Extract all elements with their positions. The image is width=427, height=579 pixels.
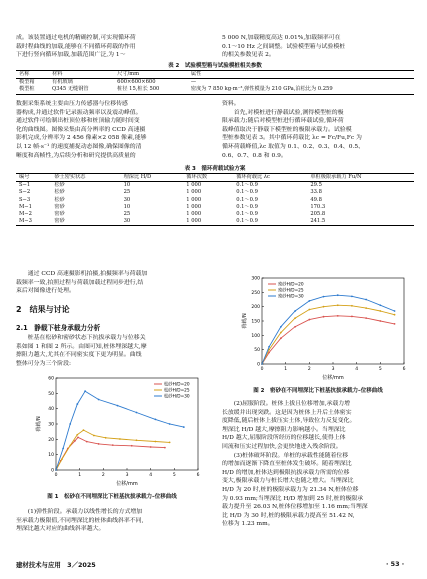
- data-point: [379, 304, 381, 306]
- y-tick-label: 100: [251, 333, 260, 339]
- table3-cell: 松砂: [54, 182, 65, 189]
- section-2-1-paragraph: [16, 334, 208, 368]
- text-line: H/D 的增加,桩体达到极限抗拔承载力所需的位移: [222, 469, 350, 476]
- table3-row: [16, 189, 414, 196]
- text-line: 桩基在松砂和密砂状态下抗拔承载力与位移关: [16, 335, 146, 341]
- data-point: [83, 429, 85, 431]
- data-point: [379, 320, 381, 322]
- table3-cell: S−3: [19, 196, 31, 203]
- table3-cell: M−2: [19, 211, 32, 218]
- text-line: 载频率一致,拍照过程与荷载加载过程同步进行,结: [16, 279, 144, 286]
- text-line: 擦阻力越大,尤其在不同密实度下更为明显。曲线: [16, 352, 142, 359]
- table3-cell: 1 000: [186, 182, 202, 189]
- left-after-table-paragraph: [16, 270, 208, 296]
- y-tick-label: 30: [48, 422, 54, 428]
- y-tick-label: 0: [51, 468, 54, 474]
- table3-cell: 0.1～0.9: [236, 189, 258, 196]
- data-point: [76, 434, 78, 436]
- table3-cell: 密砂: [54, 211, 65, 218]
- data-point: [280, 326, 282, 328]
- table3-cell: 1 000: [186, 203, 202, 210]
- data-point: [294, 326, 296, 328]
- data-point: [117, 405, 119, 407]
- data-point: [55, 469, 57, 471]
- data-point: [164, 447, 166, 449]
- x-tick-label: 2: [307, 367, 311, 372]
- table3-cell: 0.1～0.9: [236, 211, 258, 218]
- data-point: [155, 441, 157, 443]
- text-line: 为 0.93 mm;当埋深比 H/D 增加到 25 时,桩的极限承: [222, 495, 364, 502]
- data-point: [365, 299, 367, 301]
- text-line: 载时程曲线的加载,能够在不同循环荷载的作用: [16, 43, 136, 50]
- right-intro-paragraph: [222, 34, 414, 60]
- text-line: 资料。: [222, 101, 240, 107]
- text-line: 比 H/D 为 30 时,桩的极限承载力提高至 51.42 N,: [222, 512, 355, 519]
- data-point: [150, 446, 152, 448]
- text-line: 晰度和高帧性,为后续分析和研究提供高质量的: [16, 152, 136, 159]
- left-bottom-paragraph: [16, 508, 208, 534]
- journal-footer: 建材技术与应用 3／2025: [16, 561, 96, 569]
- data-point: [86, 441, 88, 443]
- table3-header: 埋深比 H/D: [123, 174, 152, 180]
- data-point: [323, 316, 325, 318]
- text-line: 首先,对模桩进行静载试验,测得模型桩的极: [222, 109, 344, 116]
- table3-cell: 25: [123, 211, 131, 218]
- series-line: [262, 295, 395, 364]
- data-point: [169, 423, 171, 425]
- table3-cell: 1 000: [186, 189, 202, 196]
- table3-cell: 10: [123, 203, 131, 210]
- page-number: · 53 ·: [386, 560, 405, 568]
- text-line: 束后对图像进行处理。: [16, 288, 75, 295]
- x-tick-label: 3: [125, 473, 129, 478]
- table3-row: [16, 204, 414, 211]
- right-mid-paragraph: [222, 100, 414, 160]
- table2-header: 尺寸/mm: [117, 71, 140, 77]
- table3-caption: 表 3 循环荷载试验方案: [184, 166, 246, 172]
- data-point: [351, 305, 353, 307]
- right-bottom-paragraph: [222, 400, 414, 529]
- series-line: [56, 430, 170, 470]
- data-point: [183, 426, 185, 428]
- text-line: 载力提升至 26.03 N,桩体位移增加至 1.16 mm;当埋深: [222, 504, 368, 511]
- text-line: 循环荷载峰值,λc 取值为 0.1、0.2、0.3、0.4、0.5、: [222, 143, 364, 150]
- table3-cell: M−1: [19, 203, 32, 210]
- y-tick-label: 10: [48, 453, 54, 459]
- table2-cell: 桩径 15,桩长 500: [117, 86, 160, 93]
- x-tick-label: 1: [78, 473, 82, 478]
- series-line: [262, 316, 395, 364]
- table3-row: [16, 182, 414, 190]
- text-line: 器构成,并通过软件记录振动频率以及震动峰值。: [16, 109, 142, 116]
- data-point: [136, 412, 138, 414]
- table2-caption: 表 2 试验模型箱与试验模桩相关参数: [168, 63, 262, 69]
- data-point: [351, 316, 353, 318]
- text-line: 埋深比越大对应的曲线斜率越大。: [16, 526, 105, 533]
- data-point: [323, 296, 325, 298]
- text-line: 通过 CCD 高速摄影机拍摄,拍摄频率与荷载加: [16, 271, 148, 277]
- data-point: [98, 399, 100, 401]
- data-point: [337, 304, 339, 306]
- y-tick-label: 50: [48, 391, 54, 397]
- y-tick-label: 200: [251, 305, 260, 311]
- data-point: [69, 423, 71, 425]
- table2-cell: 模型箱: [19, 79, 35, 86]
- data-point: [84, 390, 86, 392]
- legend-label: 密砂H/D=30: [278, 294, 304, 300]
- table2-cell: 600×600×600: [117, 79, 156, 86]
- data-point: [365, 317, 367, 319]
- text-line: 以 12 帧·s⁻¹ 的速度捕捉动态图像,确保图像的清: [16, 143, 142, 150]
- y-tick-label: 300: [251, 276, 260, 282]
- text-line: 的相关参数见表 2。: [222, 52, 275, 59]
- data-point: [74, 440, 76, 442]
- y-tick-label: 20: [48, 437, 54, 443]
- text-line: (3)桩体破坏阶段。单桩的承载性能随着位移: [222, 452, 349, 459]
- data-point: [261, 363, 263, 365]
- legend-label: 松砂H/D=20: [164, 382, 190, 388]
- text-line: 载峰值取决于静载下模型桩的极限承载力。试验模: [222, 126, 352, 133]
- table2-cell: 模型桩: [19, 86, 35, 93]
- text-line: 变大,极限承载力与桩长增大也随之增大。当埋深比: [222, 478, 354, 485]
- table3-header: 砂土密实状态: [54, 174, 86, 180]
- data-point: [119, 438, 121, 440]
- table3-cell: 30: [123, 218, 131, 225]
- figure-1-caption: 图 1 松砂在不同埋深比下桩基抗拔承载力–位移曲线: [47, 494, 177, 500]
- text-line: 长放缓并出现突跌。这是因为桩体上升后土体密实: [222, 409, 352, 416]
- text-line: 埋深比 H/D 越大,摩擦阻力影响越小。当埋深比: [222, 426, 346, 433]
- data-point: [280, 332, 282, 334]
- x-tick-label: 5: [378, 367, 382, 372]
- table3-cell: 33.8: [310, 189, 322, 196]
- table3-cell: 松砂: [54, 189, 65, 196]
- text-line: 影机完成,分辨率为 2 456 像素×2 058 像素,能够: [16, 135, 147, 142]
- table3-header-row: [16, 174, 414, 182]
- data-point: [155, 419, 157, 421]
- table3-cell: 0.1～0.9: [236, 196, 258, 203]
- text-line: 型桩参数见表 3。其中循环荷载比 λc = Fc/Fu,Fc 为: [222, 135, 362, 142]
- data-point: [308, 300, 310, 302]
- figure-1-chart: [34, 372, 204, 488]
- data-point: [98, 443, 100, 445]
- x-tick-label: 6: [196, 473, 200, 478]
- table3-cell: S−1: [19, 182, 31, 189]
- text-line: 下进行竖向循环加载,加载范围广泛,为 1～: [16, 52, 126, 59]
- data-point: [337, 294, 339, 296]
- x-tick-label: 4: [149, 473, 153, 478]
- data-point: [394, 310, 396, 312]
- table3-cell: 1 000: [186, 211, 202, 218]
- data-point: [61, 458, 63, 460]
- table3-header: 编号: [19, 174, 30, 180]
- data-point: [337, 315, 339, 317]
- text-line: 5 000 N,加载精度高达 0.01%,加载频率可在: [222, 35, 341, 41]
- text-line: 0.1～10 Hz 之间调整。试验模型箱与试验模桩: [222, 43, 346, 50]
- table3-cell: S−2: [19, 189, 31, 196]
- data-point: [351, 295, 353, 297]
- table3-cell: 密砂: [54, 203, 65, 210]
- data-point: [112, 444, 114, 446]
- text-line: 化的曲线图。图像采集由高分辨率的 CCD 高速摄: [16, 126, 146, 133]
- text-line: 整体可分为三个阶段:: [16, 360, 72, 367]
- x-tick-label: 3: [331, 367, 335, 372]
- table2-header: 名称: [19, 71, 30, 77]
- x-tick-label: 5: [172, 473, 176, 478]
- table3: [16, 173, 414, 226]
- table3-cell: 205.8: [310, 211, 326, 218]
- table3-cell: 25: [123, 189, 131, 196]
- table3-cell: 30: [123, 196, 131, 203]
- text-line: 的增加而逐渐下降直至桩体发生破坏。随着埋深比: [222, 461, 352, 468]
- table3-cell: 0.1～0.9: [236, 218, 258, 225]
- data-point: [294, 310, 296, 312]
- y-tick-label: 0: [257, 362, 260, 368]
- data-point: [136, 439, 138, 441]
- text-line: 度降低,随后桩体上拔压实土体,导致位力反复变化。: [222, 418, 356, 425]
- table2-cell: Q345 无缝钢管: [52, 86, 89, 93]
- data-point: [69, 445, 71, 447]
- x-axis-label: 位移/mm: [322, 375, 344, 381]
- table3-cell: 1 000: [186, 218, 202, 225]
- y-tick-label: 50: [254, 348, 260, 354]
- x-tick-label: 2: [101, 473, 105, 478]
- text-line: H/D 为 20 时,桩的极限承载力为 21.34 N,桩体位移: [222, 486, 359, 493]
- data-point: [394, 314, 396, 316]
- section-heading: 2 结果与讨论: [16, 305, 70, 314]
- text-line: 系如图 1 和图 2 所示。由图可知,桩体埋深越大,摩: [16, 343, 147, 350]
- table3-header: 循环荷载比 λc: [236, 174, 270, 180]
- data-point: [131, 445, 133, 447]
- data-point: [308, 319, 310, 321]
- table3-cell: M−3: [19, 218, 32, 225]
- table3-cell: 10: [123, 182, 131, 189]
- y-tick-label: 250: [251, 290, 260, 296]
- data-point: [105, 437, 107, 439]
- table2-header: 材料: [52, 71, 63, 77]
- table2-header: 属性: [190, 71, 202, 77]
- data-point: [365, 307, 367, 309]
- data-point: [323, 306, 325, 308]
- data-point: [268, 346, 270, 348]
- y-axis-label: 荷载/N: [36, 416, 42, 432]
- table3-cell: 密砂: [54, 218, 65, 225]
- data-point: [394, 323, 396, 325]
- table3-cell: 0.1～0.9: [236, 182, 258, 189]
- figure-2-caption: 图 2 密砂在不同埋深比下桩基抗拔承载力–位移曲线: [253, 388, 383, 394]
- data-point: [379, 310, 381, 312]
- text-line: 0.6、0.7、0.8 和 0.9。: [222, 152, 287, 159]
- data-point: [76, 403, 78, 405]
- legend-label: 密砂H/D=20: [278, 282, 304, 288]
- text-line: 成。该装置通过电机的精确控制,可实现循环荷: [16, 35, 136, 41]
- legend-label: 密砂H/D=25: [278, 288, 304, 294]
- data-point: [93, 435, 95, 437]
- x-tick-label: 0: [54, 473, 58, 478]
- table3-cell: 松砂: [54, 196, 65, 203]
- table2-cell: 有机玻璃: [52, 79, 73, 86]
- text-line: (2)屈服阶段。桩体上拔且位移增加,承载力增: [222, 401, 351, 407]
- y-axis-label: 荷载/N: [242, 313, 248, 329]
- data-point: [280, 337, 282, 339]
- table2-header-row: [16, 71, 414, 79]
- data-point: [77, 436, 79, 438]
- table3-cell: 1 000: [186, 196, 202, 203]
- data-point: [294, 317, 296, 319]
- text-line: H/D 越大,屈服阶段所经历的位移越长,使得上体: [222, 435, 346, 442]
- x-axis-label: 位移/mm: [116, 481, 138, 487]
- text-line: 数据采集系统主要由压力传感器与位移传感: [16, 101, 128, 107]
- data-point: [308, 309, 310, 311]
- table3-row: [16, 211, 414, 218]
- text-line: 通过软件可绘制出桩顶位移和桩顶输力随时间变: [16, 118, 140, 125]
- table3-cell: 29.5: [310, 182, 322, 189]
- series-line: [56, 391, 184, 470]
- table3-row: [16, 218, 414, 226]
- y-tick-label: 40: [48, 407, 54, 413]
- legend-label: 松砂H/D=25: [164, 388, 190, 394]
- table2: [16, 70, 414, 95]
- subsection-heading: 2.1 静载下桩身承载力分析: [16, 324, 101, 332]
- x-tick-label: 1: [284, 367, 288, 372]
- text-line: (1)弹性阶段。承载力以线性增长的方式增加: [16, 509, 143, 515]
- x-tick-label: 4: [355, 367, 359, 372]
- data-point: [169, 442, 171, 444]
- figure-2-chart: [240, 272, 410, 382]
- table3-cell: 0.1～0.9: [236, 203, 258, 210]
- table3-header: 循环次数: [186, 174, 208, 180]
- left-intro-paragraph: [16, 34, 208, 60]
- table3-header: 单桩极限承载力 Fu/N: [310, 174, 362, 180]
- text-line: 限承载力;随后对模型桩进行循环载试验,循环荷: [222, 118, 344, 125]
- table3-cell: 170.3: [310, 203, 326, 210]
- left-mid-paragraph: [16, 100, 208, 160]
- y-tick-label: 60: [48, 376, 54, 382]
- table3-cell: 49.8: [310, 196, 322, 203]
- table3-row: [16, 197, 414, 204]
- y-tick-label: 150: [251, 319, 260, 325]
- legend-label: 松砂H/D=30: [164, 394, 190, 400]
- text-line: 回流和压实过程加快,会更快地进入残余阶段。: [222, 443, 342, 450]
- text-line: 位移为 1.23 mm。: [222, 521, 274, 528]
- text-line: 至承载力极限值,不同埋深比的桩体曲线斜率不同,: [16, 517, 144, 524]
- series-line: [262, 305, 395, 364]
- table3-cell: 241.5: [310, 218, 326, 225]
- table2-cell: 密度为 7 850 kg·m⁻³,弹性模量为 210 GPa,泊松比为 0.259: [190, 86, 333, 93]
- data-point: [62, 448, 64, 450]
- x-tick-label: 0: [260, 367, 264, 372]
- table2-row: [16, 86, 414, 94]
- table2-cell: —: [190, 79, 197, 86]
- x-tick-label: 6: [402, 367, 406, 372]
